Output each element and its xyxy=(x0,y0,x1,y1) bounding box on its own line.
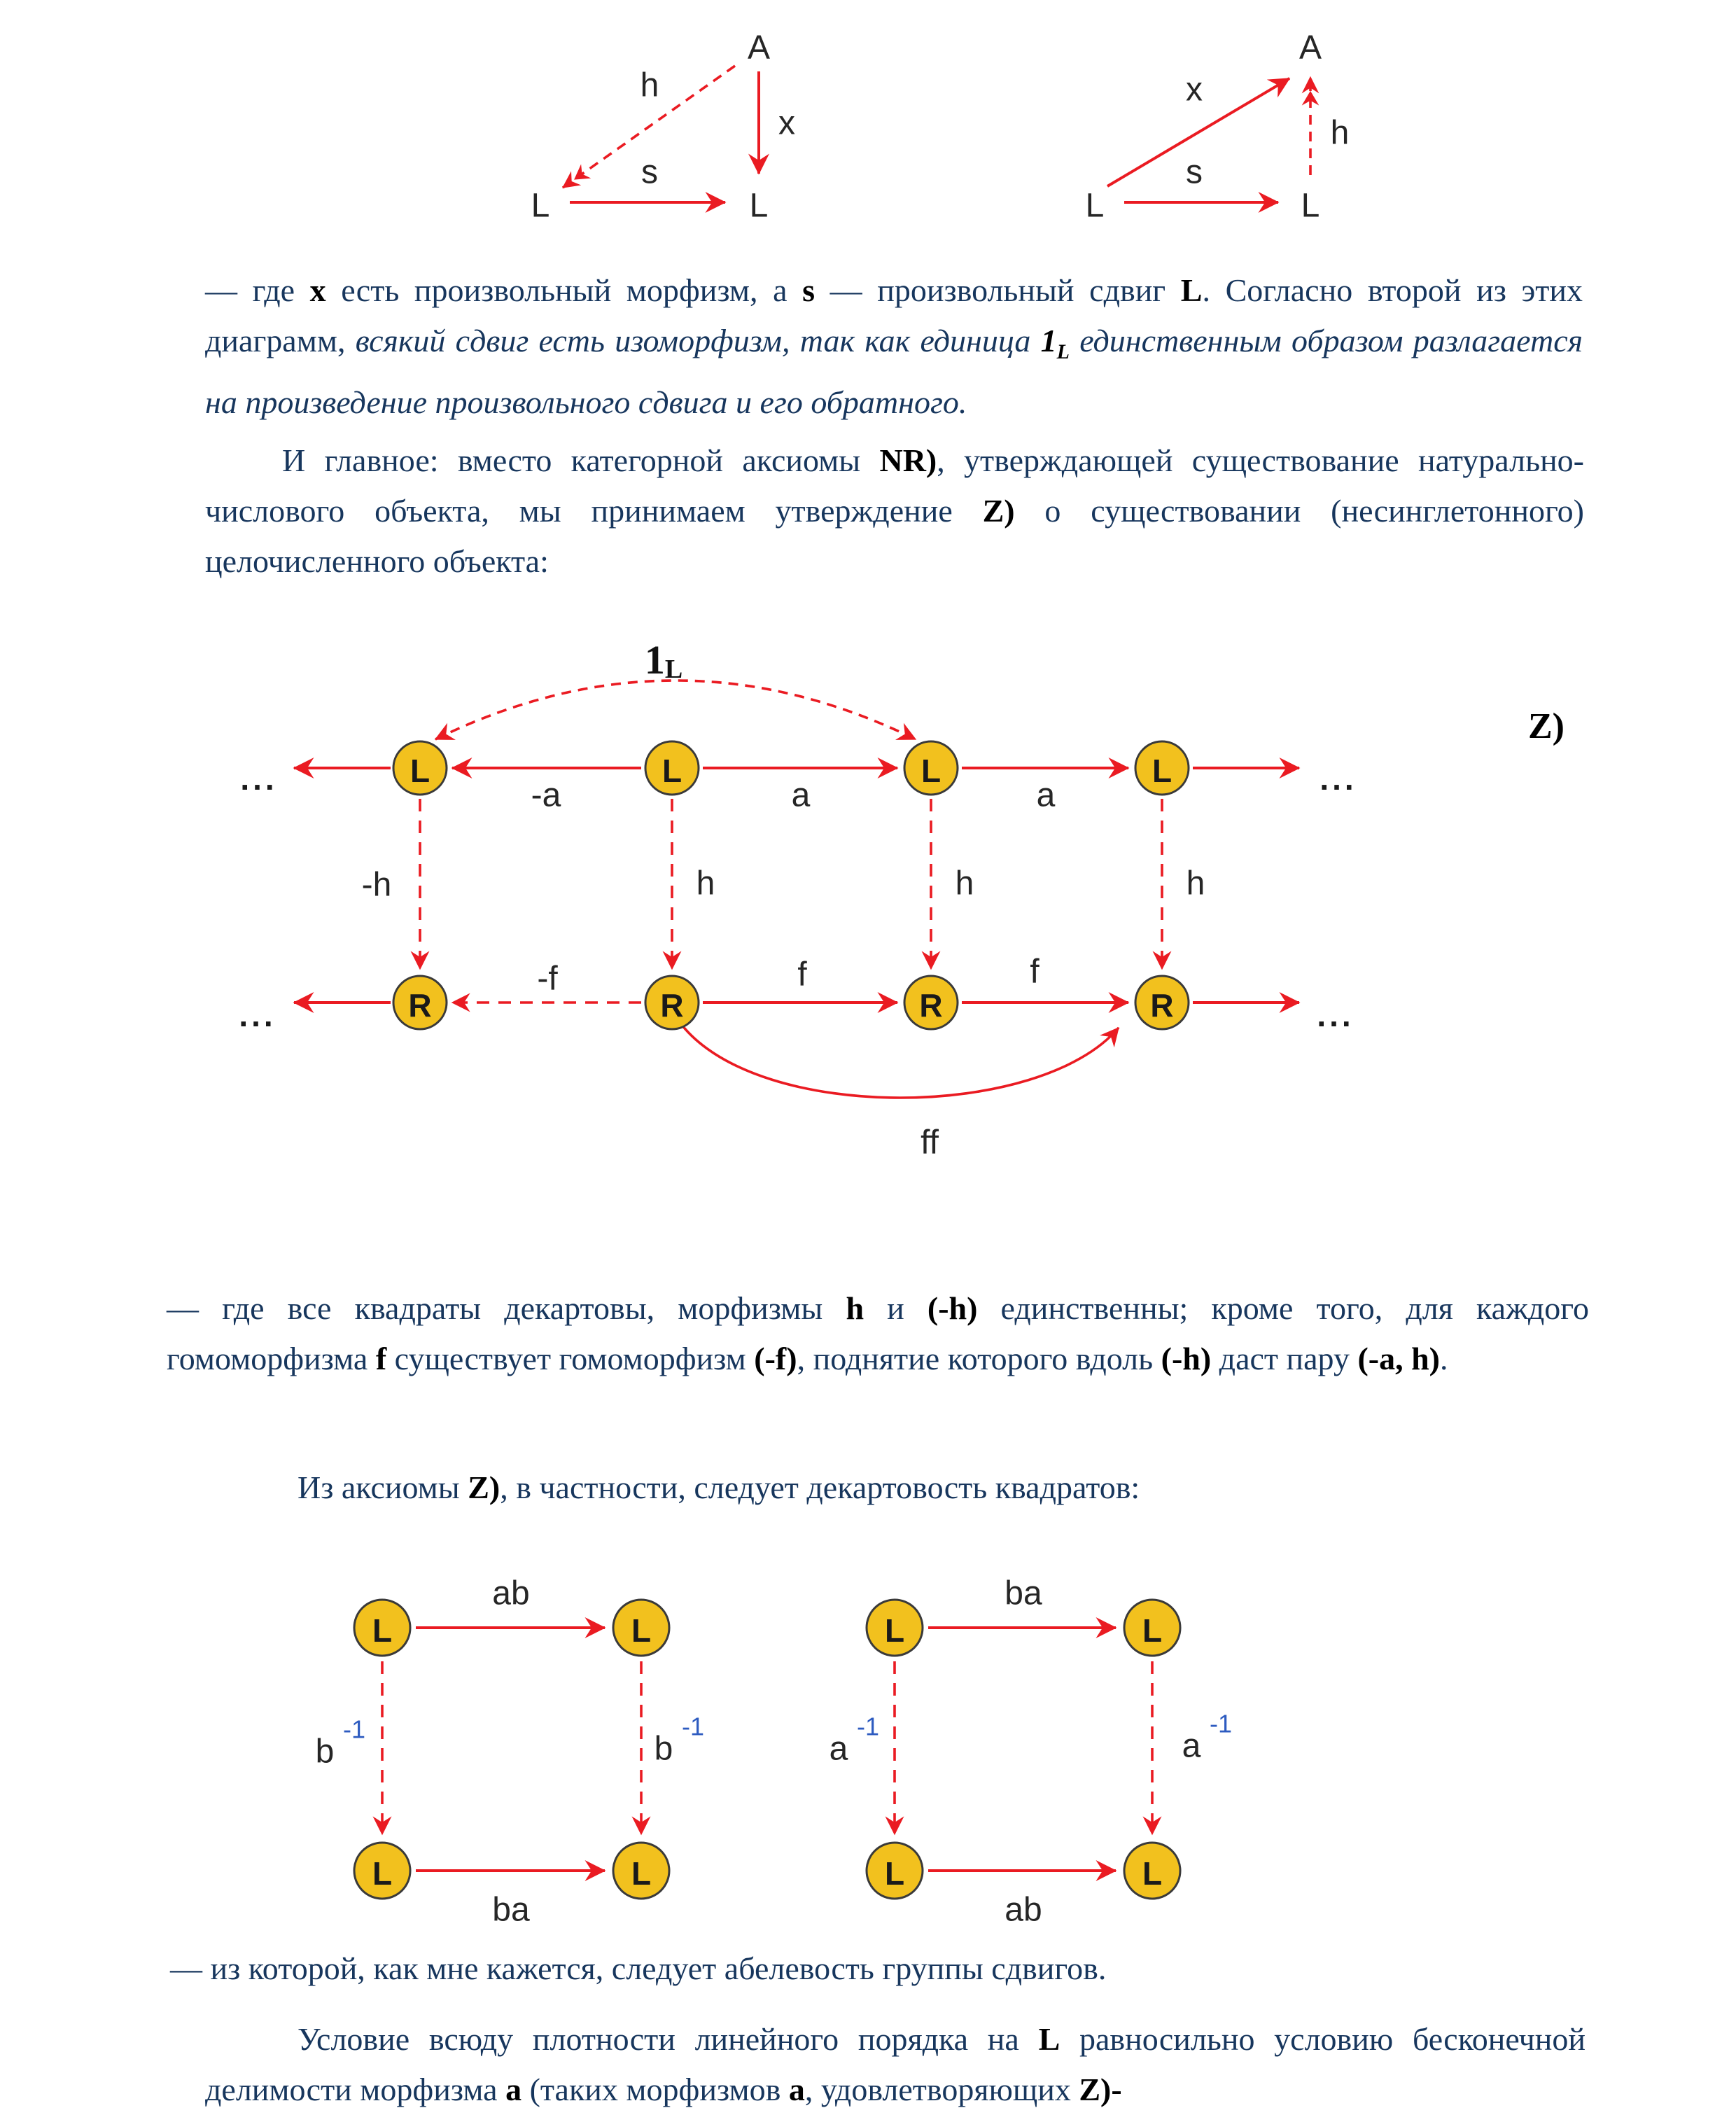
node-label-L: L xyxy=(631,1612,652,1649)
node-label-L: L xyxy=(372,1612,393,1649)
text-run: . xyxy=(1440,1341,1448,1376)
text-run: (таких морфизмов xyxy=(522,2072,789,2107)
loop-label-1L: 1L xyxy=(644,636,683,684)
edge-label-a: a xyxy=(1182,1727,1201,1765)
edge-label-h: h xyxy=(696,865,715,902)
text-run: (-h) xyxy=(927,1290,978,1326)
node-label-A: A xyxy=(747,29,771,67)
arc-ff xyxy=(682,1025,1119,1098)
text-run: Z)- xyxy=(1079,2072,1122,2107)
square-right xyxy=(830,1575,1232,1929)
text-run: f xyxy=(375,1341,387,1376)
paragraph-abelian-shifts xyxy=(170,1943,1106,1994)
text-run: Z) xyxy=(982,493,1015,529)
text-run: a xyxy=(505,2072,522,2107)
edge-label-a: a xyxy=(791,776,811,814)
text-run: — произвольный сдвиг xyxy=(815,272,1181,308)
paragraph-axiom-z-intro xyxy=(205,435,1584,587)
text-run: Из аксиомы xyxy=(298,1470,468,1505)
text-run: Z) xyxy=(468,1470,500,1505)
edge-label-h: h xyxy=(640,67,659,104)
text-run: (-h) xyxy=(1161,1341,1212,1376)
paragraph-from-axiom-z xyxy=(298,1463,1140,1513)
text-run: единственным образом разлагается на произведение произвольного сдвига и его обратного. xyxy=(205,323,1583,420)
superscript-inverse: -1 xyxy=(1209,1709,1233,1738)
text-run: . Согласно второй из этих диаграмм, xyxy=(205,272,1583,358)
text-run: единственны; кроме того, для каждого гомоморфизма xyxy=(167,1290,1589,1376)
node-label-L: L xyxy=(372,1855,393,1892)
triangle-left xyxy=(531,29,795,225)
text-run: (-a, h) xyxy=(1357,1341,1440,1376)
ellipsis: ... xyxy=(239,997,276,1033)
ellipsis: ... xyxy=(1320,760,1357,797)
square-left xyxy=(316,1575,704,1929)
node-label-L: L xyxy=(410,753,430,789)
node-label-R: R xyxy=(660,987,684,1024)
text-run: , поднятие которого вдоль xyxy=(797,1341,1161,1376)
text-run: x xyxy=(309,272,326,308)
edge-label-b: b xyxy=(654,1730,673,1768)
text-run: NR) xyxy=(879,442,937,478)
triangle-right xyxy=(1086,29,1350,225)
node-label-L: L xyxy=(1142,1612,1163,1649)
edge-label-f: f xyxy=(797,956,807,993)
node-label-R: R xyxy=(408,987,432,1024)
text-run: , удовлетворяющих xyxy=(804,2072,1079,2107)
node-label-L: L xyxy=(920,753,941,789)
text-run: (-f) xyxy=(754,1341,797,1376)
paragraph-dense-order xyxy=(205,2014,1586,2115)
edge-label-a: a xyxy=(829,1730,848,1768)
text-run: h xyxy=(846,1290,864,1326)
node-label-L: L xyxy=(662,753,682,789)
dashed-arc-identity xyxy=(435,680,916,739)
paragraph-cartesian-squares xyxy=(167,1283,1589,1384)
edge-label-ab: ab xyxy=(1004,1891,1042,1929)
edge-label-a: a xyxy=(1036,776,1056,814)
squares-diagram xyxy=(266,1561,1274,1960)
text-run: — где все квадраты декартовы, морфизмы xyxy=(167,1290,846,1326)
text-run: L xyxy=(1180,272,1203,308)
text-run: даст пару xyxy=(1211,1341,1358,1376)
node-label-L: L xyxy=(884,1612,905,1649)
text-run: , в частности, следует декартовость квадратов: xyxy=(500,1470,1140,1505)
node-label-L: L xyxy=(531,187,550,225)
text-run: L xyxy=(1056,340,1070,363)
edge-label-b: b xyxy=(315,1733,335,1771)
superscript-inverse: -1 xyxy=(342,1715,366,1744)
text-run: есть произвольный морфизм, а xyxy=(326,272,803,308)
node-label-L: L xyxy=(1085,187,1105,225)
text-run: о существовании (несинглетонного) целочисленного объекта: xyxy=(205,493,1584,579)
node-label-L: L xyxy=(1142,1855,1163,1892)
node-label-L: L xyxy=(1301,187,1320,225)
ellipsis: ... xyxy=(240,760,278,797)
paragraph-shift-isomorphism xyxy=(205,265,1583,428)
edge-label-ba: ba xyxy=(1004,1575,1042,1612)
superscript-inverse: -1 xyxy=(856,1712,880,1741)
edge-label-s: s xyxy=(1186,153,1203,191)
text-run: L xyxy=(1038,2021,1060,2057)
edge-label-s: s xyxy=(641,153,658,191)
text-run: и xyxy=(864,1290,927,1326)
text-run: 1 xyxy=(1040,323,1057,358)
node-label-L: L xyxy=(631,1855,652,1892)
text-run: a xyxy=(788,2072,805,2107)
edge-label-minus-a: -a xyxy=(531,776,561,814)
text-run: — из которой, как мне кажется, следует абелевость группы сдвигов. xyxy=(170,1950,1107,1986)
edge-label-h: h xyxy=(1186,865,1205,902)
node-label-R: R xyxy=(1150,987,1174,1024)
node-label-L: L xyxy=(1152,753,1172,789)
node-label-L: L xyxy=(884,1855,905,1892)
node-label-R: R xyxy=(919,987,943,1024)
node-label-A: A xyxy=(1298,29,1322,67)
ellipsis: ... xyxy=(1317,997,1354,1033)
edge-label-f: f xyxy=(1030,953,1040,991)
text-run: Условие всюду плотности линейного порядка на xyxy=(298,2021,1039,2057)
edge-label-h: h xyxy=(1330,114,1350,152)
node-label-L: L xyxy=(749,187,769,225)
text-run: всякий сдвиг есть изоморфизм, так как единица xyxy=(355,323,1041,358)
z-axiom-diagram xyxy=(196,602,1428,1190)
text-run: , утверждающей существование натурально-числового объекта, мы принимаем утверждение xyxy=(205,442,1585,529)
edge-label-x: x xyxy=(778,104,795,142)
edge-label-ff: ff xyxy=(920,1124,939,1161)
superscript-inverse: -1 xyxy=(681,1712,705,1741)
text-run: s xyxy=(802,272,816,308)
text-run: — где xyxy=(205,272,310,308)
text-run: равносильно условию бесконечной делимости морфизма xyxy=(205,2021,1586,2107)
edge-label-ba: ba xyxy=(492,1891,530,1929)
text-run: И главное: вместо категорной аксиомы xyxy=(282,442,880,478)
axiom-tag-Z: Z) xyxy=(1528,706,1564,746)
edge-label-minus-f: -f xyxy=(537,960,558,998)
edge-label-ab: ab xyxy=(492,1575,530,1612)
edge-label-minus-h: -h xyxy=(361,866,392,904)
triangle-diagrams xyxy=(490,7,1400,231)
text-run: существует гомоморфизм xyxy=(386,1341,755,1376)
edge-label-h: h xyxy=(955,865,974,902)
edge-label-x: x xyxy=(1186,71,1203,109)
